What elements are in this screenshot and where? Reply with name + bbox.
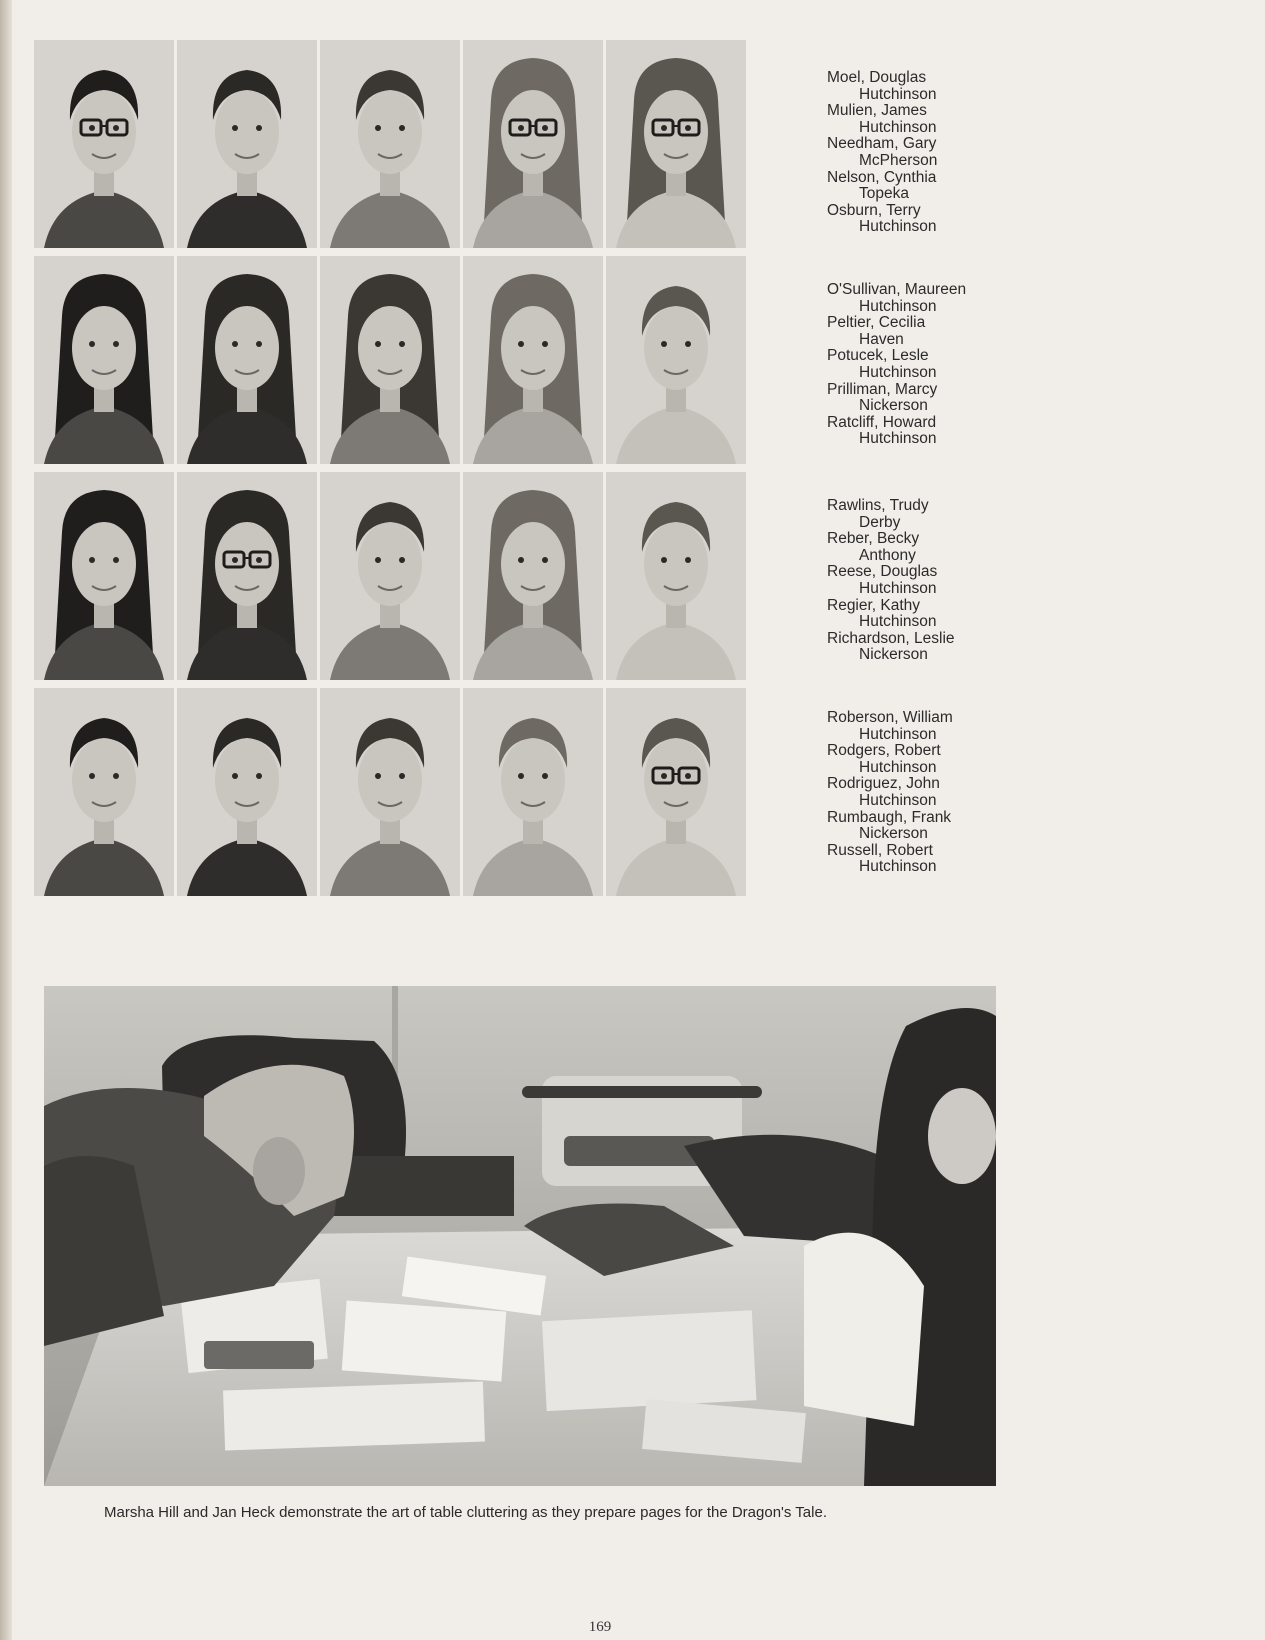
roster-entry <box>827 776 1027 809</box>
student-hometown: Hutchinson <box>859 363 937 381</box>
roster-entry <box>827 103 1027 136</box>
roster-block <box>827 70 1027 236</box>
student-hometown: Derby <box>859 513 901 531</box>
roster-block <box>827 282 1027 448</box>
student-hometown: Nickerson <box>859 646 928 664</box>
roster-entry <box>827 282 1027 315</box>
portrait-photo <box>606 688 746 896</box>
portrait-photo <box>320 688 460 896</box>
student-name: Prilliman, Marcy <box>827 380 938 398</box>
portrait-photo <box>463 472 603 680</box>
roster-entry <box>827 843 1027 876</box>
student-name: Mulien, James <box>827 102 927 120</box>
roster-entry <box>827 531 1027 564</box>
student-hometown: Hutchinson <box>859 297 937 315</box>
student-hometown: Hutchinson <box>859 430 937 448</box>
roster-entry <box>827 382 1027 415</box>
page-number: 169 <box>588 1619 612 1635</box>
student-hometown: Hutchinson <box>859 725 937 743</box>
portrait-photo <box>34 472 174 680</box>
page-binding-edge <box>0 0 12 1640</box>
student-name: Rumbaugh, Frank <box>827 808 952 826</box>
roster-entry <box>827 70 1027 103</box>
student-hometown: Hutchinson <box>859 118 937 136</box>
student-name: Richardson, Leslie <box>827 629 955 647</box>
student-name: Russell, Robert <box>827 841 933 859</box>
student-name: Reese, Douglas <box>827 563 938 581</box>
roster-entry <box>827 810 1027 843</box>
student-hometown: Hutchinson <box>859 791 937 809</box>
student-hometown: Hutchinson <box>859 613 937 631</box>
student-name: Rodriguez, John <box>827 775 940 793</box>
student-hometown: McPherson <box>859 151 938 169</box>
student-name: Nelson, Cynthia <box>827 168 937 186</box>
feature-photo <box>44 986 996 1486</box>
portrait-photo <box>463 688 603 896</box>
student-hometown: Nickerson <box>859 397 928 415</box>
portrait-photo <box>177 472 317 680</box>
student-name: Ratcliff, Howard <box>827 413 937 431</box>
student-hometown: Anthony <box>859 546 916 564</box>
student-name: Rodgers, Robert <box>827 742 941 760</box>
student-name: Peltier, Cecilia <box>827 314 926 332</box>
portrait-photo <box>34 40 174 248</box>
student-name: Needham, Gary <box>827 135 937 153</box>
student-name: Moel, Douglas <box>827 69 927 86</box>
photo-caption: Marsha Hill and Jan Heck demonstrate the art of table cluttering as they prepare pages for the Dragon's Tale. <box>104 1504 827 1521</box>
roster-entry <box>827 743 1027 776</box>
portrait-photo <box>177 688 317 896</box>
portrait-photo <box>320 256 460 464</box>
student-name: Regier, Kathy <box>827 596 921 614</box>
roster-entry <box>827 170 1027 203</box>
portrait-photo <box>463 256 603 464</box>
roster-entry <box>827 710 1027 743</box>
portrait-photo <box>606 256 746 464</box>
student-name: Rawlins, Trudy <box>827 497 929 514</box>
student-hometown: Haven <box>859 330 904 348</box>
student-name: O'Sullivan, Maureen <box>827 281 967 298</box>
student-hometown: Hutchinson <box>859 579 937 597</box>
student-hometown: Nickerson <box>859 825 928 843</box>
portrait-photo <box>177 40 317 248</box>
roster-entry <box>827 564 1027 597</box>
portrait-photo <box>606 40 746 248</box>
student-hometown: Hutchinson <box>859 758 937 776</box>
student-name: Roberson, William <box>827 709 953 726</box>
students-at-table-photo <box>44 986 996 1486</box>
portrait-grid <box>34 40 746 896</box>
portrait-photo <box>34 688 174 896</box>
portrait-photo <box>606 472 746 680</box>
roster-entry <box>827 315 1027 348</box>
roster-entry <box>827 498 1027 531</box>
student-hometown: Hutchinson <box>859 85 937 103</box>
roster-block <box>827 710 1027 876</box>
roster-entry <box>827 415 1027 448</box>
portrait-photo <box>463 40 603 248</box>
student-hometown: Hutchinson <box>859 218 937 236</box>
portrait-photo <box>320 40 460 248</box>
roster-entry <box>827 631 1027 664</box>
student-hometown: Topeka <box>859 185 909 203</box>
roster-block <box>827 498 1027 664</box>
portrait-photo <box>320 472 460 680</box>
student-name: Reber, Becky <box>827 530 920 548</box>
roster-entry <box>827 348 1027 381</box>
roster-entry <box>827 203 1027 236</box>
portrait-photo <box>177 256 317 464</box>
student-name: Potucek, Lesle <box>827 347 929 365</box>
roster-entry <box>827 136 1027 169</box>
student-name: Osburn, Terry <box>827 201 921 219</box>
roster-entry <box>827 598 1027 631</box>
portrait-photo <box>34 256 174 464</box>
student-hometown: Hutchinson <box>859 858 937 876</box>
